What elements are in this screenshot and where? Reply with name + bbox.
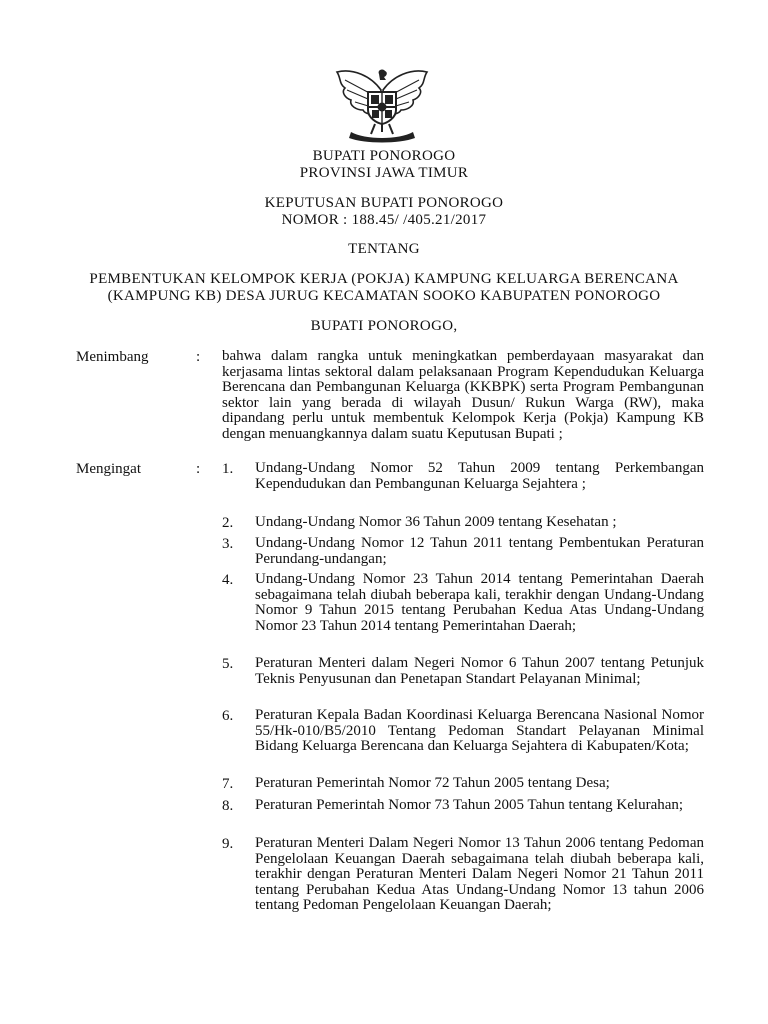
list-item-number: 6. xyxy=(222,708,234,724)
list-item: Peraturan Pemerintah Nomor 73 Tahun 2005 Tahun tentang Kelurahan; xyxy=(255,797,684,813)
list-item: Undang-Undang Nomor 52 Tahun 2009 tentang Perkembangan Kependudukan dan Pembangunan Keluarga Sejahtera ; xyxy=(255,460,704,492)
menimbang-text: bahwa dalam rangka untuk meningkatkan pemberdayaan masyarakat dan kerjasama lintas sektoral dalam pelaksanaan Program Kependudukan Keluarga Berencana dan Pembangunan Keluarga (KKBPK) serta Program Pembangunan sektor lain yang berada di wilayah Dusun/ Rukun Warga (RW), maka dipandang perlu untuk membentuk Kelompok Kerja (Pokja) Kampung KB dengan menuangkannya dalam suatu Keputusan Bupati ; xyxy=(222,348,704,442)
list-item: Undang-Undang Nomor 12 Tahun 2011 tentang Pembentukan Peraturan Perundang-undangan; xyxy=(255,535,704,567)
decree-number: NOMOR : 188.45/ /405.21/2017 xyxy=(281,212,487,228)
regent-title: BUPATI PONOROGO xyxy=(312,148,456,164)
list-item: Peraturan Pemerintah Nomor 72 Tahun 2005 tentang Desa; xyxy=(255,775,610,791)
list-item-number: 8. xyxy=(222,798,234,814)
list-item: Undang-Undang Nomor 36 Tahun 2009 tentang Kesehatan ; xyxy=(255,514,617,530)
list-item-number: 4. xyxy=(222,572,234,588)
menimbang-colon: : xyxy=(196,349,201,365)
list-item: Peraturan Menteri Dalam Negeri Nomor 13 Tahun 2006 tentang Pedoman Pengelolaan Keuangan Daerah sebagaimana telah diubah beberapa kali, terakhir dengan Peraturan Menteri Dalam Negeri Nomor 21 Tahun 2011 tentang Perubahan Kedua Atas Undang-Undang Nomor 13 tahun 2006 tentang Pedoman Pengelolaan Keuangan Daerah; xyxy=(255,835,704,914)
list-item: Undang-Undang Nomor 23 Tahun 2014 tentang Pemerintahan Daerah sebagaimana telah diubah beberapa kali, terakhir dengan Undang-Undang Nomor 9 Tahun 2015 tentang Perubahan Kedua Atas Undang-Undang Nomor 23 Tahun 2014 tentang Pemerintahan Daerah; xyxy=(255,571,704,634)
list-item-number: 5. xyxy=(222,656,234,672)
menimbang-label: Menimbang xyxy=(76,349,149,365)
list-item-number: 3. xyxy=(222,536,234,552)
mengingat-label: Mengingat xyxy=(76,461,141,477)
province-title: PROVINSI JAWA TIMUR xyxy=(299,165,469,181)
subject-line-2: (KAMPUNG KB) DESA JURUG KECAMATAN SOOKO KABUPATEN PONOROGO xyxy=(107,288,661,304)
list-item-number: 7. xyxy=(222,776,234,792)
list-item: Peraturan Menteri dalam Negeri Nomor 6 Tahun 2007 tentang Petunjuk Teknis Penyusunan dan Penetapan Standart Pelayanan Minimal; xyxy=(255,655,704,687)
list-item-number: 9. xyxy=(222,836,234,852)
subject-line-1: PEMBENTUKAN KELOMPOK KERJA (POKJA) KAMPUNG KELUARGA BERENCANA xyxy=(89,271,679,287)
garuda-emblem xyxy=(331,66,433,144)
list-item: Peraturan Kepala Badan Koordinasi Keluarga Berencana Nasional Nomor 55/Hk-010/B5/2010 Tentang Pedoman Standart Pelayanan Minimal Bidang Keluarga Berencana dan Keluarga Sejahtera di Kabupaten/Kota; xyxy=(255,707,704,755)
regent-heading: BUPATI PONOROGO, xyxy=(310,318,458,334)
list-item-number: 2. xyxy=(222,515,234,531)
about-heading: TENTANG xyxy=(348,241,420,257)
list-item-number: 1. xyxy=(222,461,234,477)
mengingat-colon: : xyxy=(196,461,201,477)
decree-title: KEPUTUSAN BUPATI PONOROGO xyxy=(264,195,504,211)
